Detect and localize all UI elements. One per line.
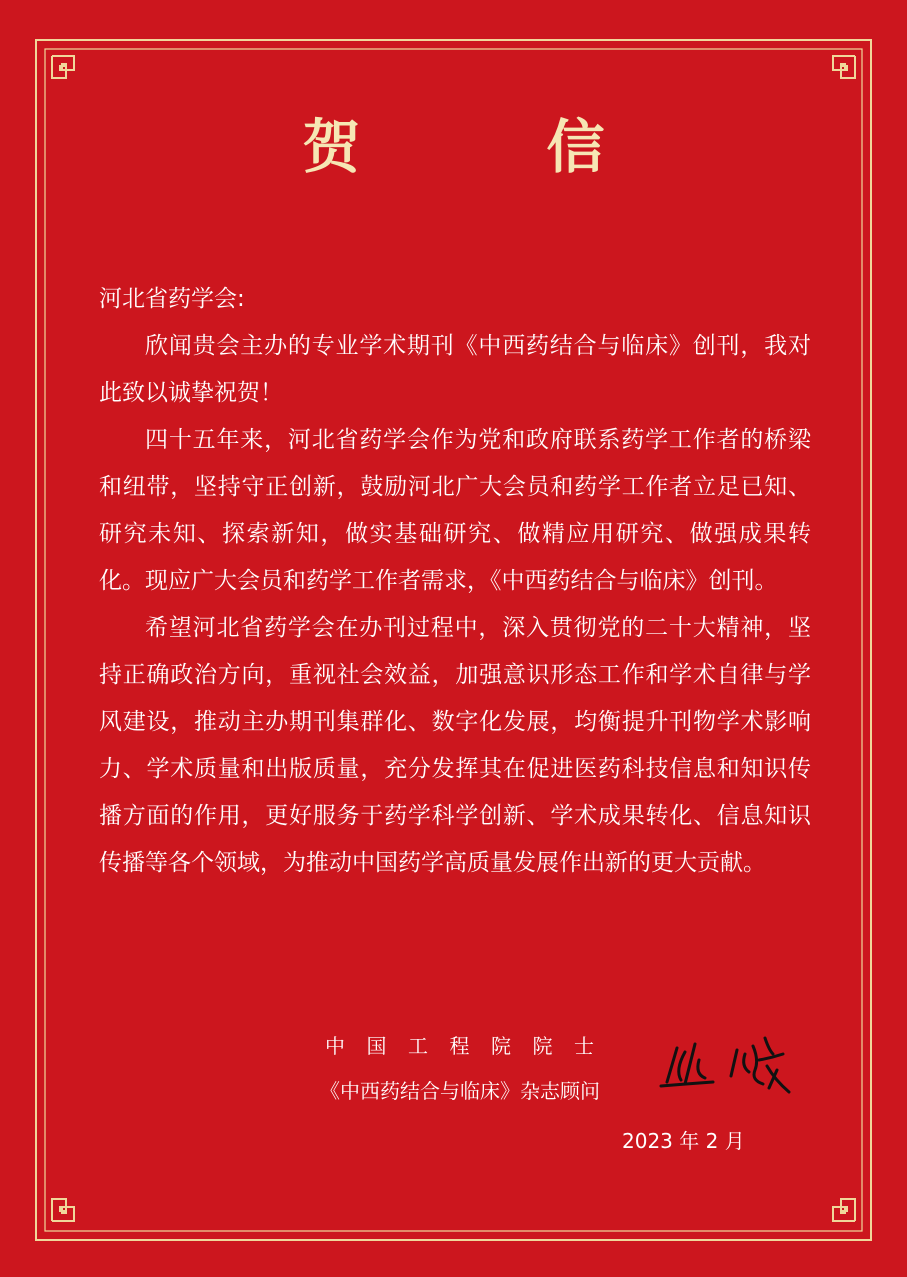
signer-title: 中国工程院院士: [325, 1034, 616, 1058]
paragraph-2: 四十五年来，河北省药学会作为党和政府联系药学工作者的桥梁和纽带，坚持守正创新，鼓励河北广大会员和药学工作者立足已知、研究未知、探索新知，做实基础研究、做精应用研究、做强成果转化。现应广大会员和药学工作者需求，《中西药结合与临床》创刊。: [99, 427, 811, 594]
handwritten-signature: [655, 1030, 795, 1105]
letter-title: 贺 信: [302, 113, 669, 181]
salutation: 河北省药学会:: [99, 286, 245, 312]
paragraph-3: 希望河北省药学会在办刊过程中，深入贯彻党的二十大精神，坚持正确政治方向，重视社会效益，加强意识形态工作和学术自律与学风建设，推动主办期刊集群化、数字化发展，均衡提升刊物学术影响力、学术质量和出版质量，充分发挥其在促进医药科技信息和知识传播方面的作用，更好服务于药学科学创新、学术成果转化、信息知识传播等各个领域，为推动中国药学高质量发展作出新的更大贡献。: [99, 615, 811, 876]
letter-date: 2023 年 2 月: [622, 1129, 745, 1153]
signer-role: 《中西药结合与临床》杂志顾问: [320, 1079, 600, 1103]
letter-body: [99, 276, 811, 887]
paragraph-1: 欣闻贵会主办的专业学术期刊《中西药结合与临床》创刊，我对此致以诚挚祝贺！: [99, 333, 811, 406]
